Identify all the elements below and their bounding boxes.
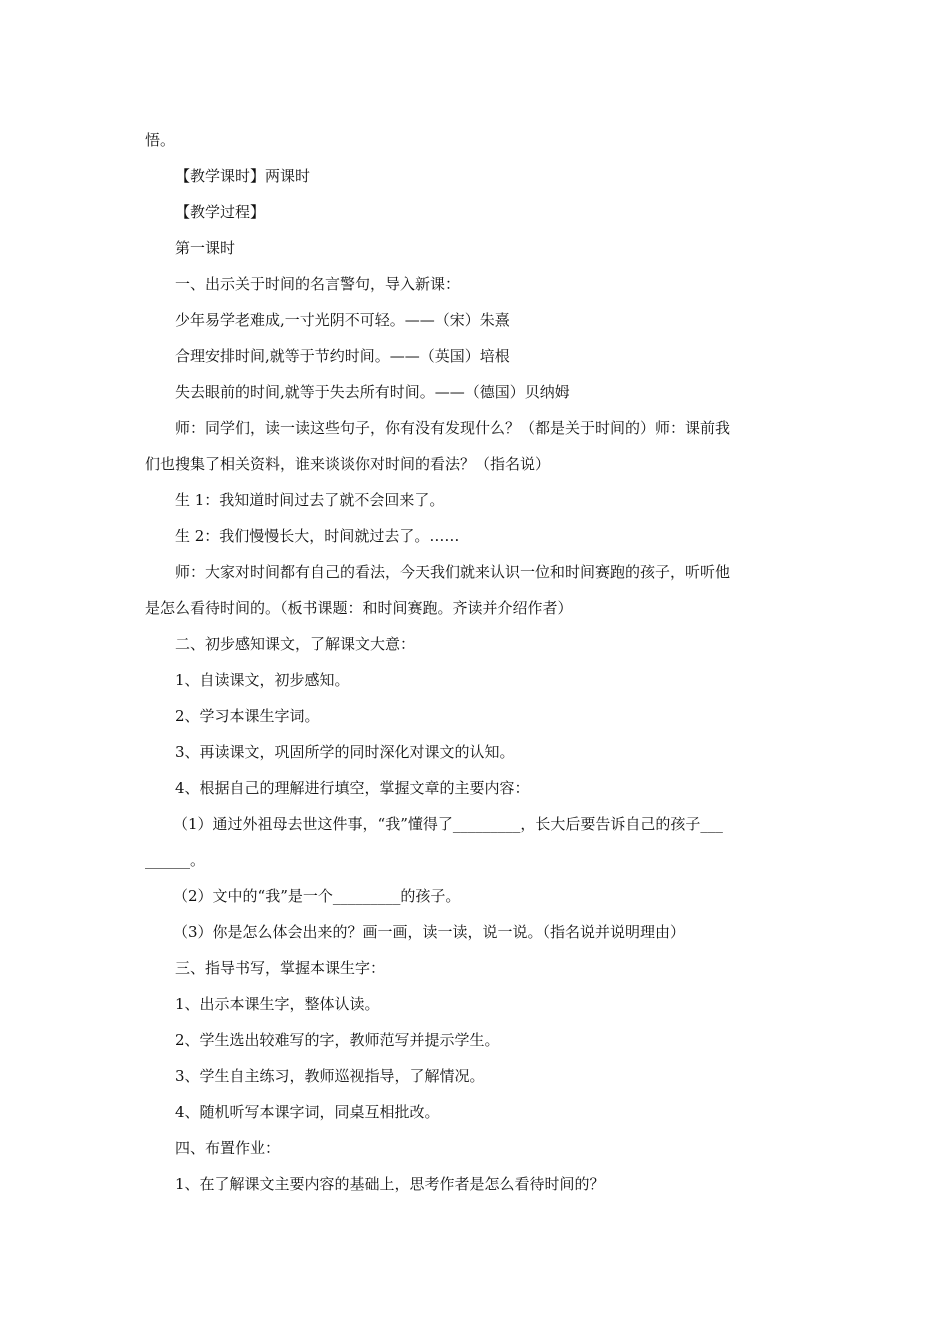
list-item: 1、出示本课生字，整体认读。 — [175, 995, 380, 1013]
list-item: 4、随机听写本课字词，同桌互相批改。 — [175, 1103, 440, 1121]
quote-line-1: 少年易学老难成,一寸光阴不可轻。——（宋）朱熹 — [175, 311, 510, 329]
fill-blank-item-1b: ______。 — [145, 851, 206, 869]
section-four-heading: 四、布置作业： — [175, 1139, 281, 1157]
student-line-2: 生 2：我们慢慢长大，时间就过去了。…… — [175, 527, 460, 545]
class-hours-line: 【教学课时】两课时 — [175, 167, 311, 185]
text-line-continuation: 悟。 — [145, 131, 176, 149]
list-item: 2、学习本课生字词。 — [175, 707, 320, 725]
list-item: 1、自读课文，初步感知。 — [175, 671, 350, 689]
teacher-line-2a: 师：大家对时间都有自己的看法，今天我们就来认识一位和时间赛跑的孩子，听听他 — [175, 563, 731, 581]
section-three-heading: 三、指导书写，掌握本课生字： — [175, 959, 386, 977]
teacher-line-1b: 们也搜集了相关资料，谁来谈谈你对时间的看法？（指名说） — [145, 455, 551, 473]
first-lesson-heading: 第一课时 — [175, 239, 236, 257]
fill-blank-item-3: （3）你是怎么体会出来的？画一画，读一读，说一说。（指名说并说明理由） — [173, 923, 686, 941]
quote-line-3: 失去眼前的时间,就等于失去所有时间。——（德国）贝纳姆 — [175, 383, 570, 401]
section-two-heading: 二、初步感知课文，了解课文大意： — [175, 635, 416, 653]
teacher-line-1a: 师：同学们，读一读这些句子，你有没有发现什么？（都是关于时间的）师：课前我 — [175, 419, 731, 437]
list-item: 2、学生选出较难写的字，教师范写并提示学生。 — [175, 1031, 500, 1049]
list-item: 3、学生自主练习，教师巡视指导，了解情况。 — [175, 1067, 485, 1085]
section-one-heading: 一、出示关于时间的名言警句，导入新课： — [175, 275, 461, 293]
fill-blank-item-2: （2）文中的“我”是一个_________的孩子。 — [173, 887, 461, 905]
list-item: 3、再读课文，巩固所学的同时深化对课文的认知。 — [175, 743, 515, 761]
document-page — [145, 122, 810, 1202]
list-item: 4、根据自己的理解进行填空，掌握文章的主要内容： — [175, 779, 530, 797]
teaching-process-heading: 【教学过程】 — [175, 203, 266, 221]
student-line-1: 生 1：我知道时间过去了就不会回来了。 — [175, 491, 445, 509]
list-item: 1、在了解课文主要内容的基础上，思考作者是怎么看待时间的？ — [175, 1175, 605, 1193]
quote-line-2: 合理安排时间,就等于节约时间。——（英国）培根 — [175, 347, 510, 365]
teacher-line-2b: 是怎么看待时间的。（板书课题：和时间赛跑。齐读并介绍作者） — [145, 599, 573, 617]
fill-blank-item-1a: （1）通过外祖母去世这件事，“我”懂得了_________，长大后要告诉自己的孩子___ — [173, 815, 723, 833]
